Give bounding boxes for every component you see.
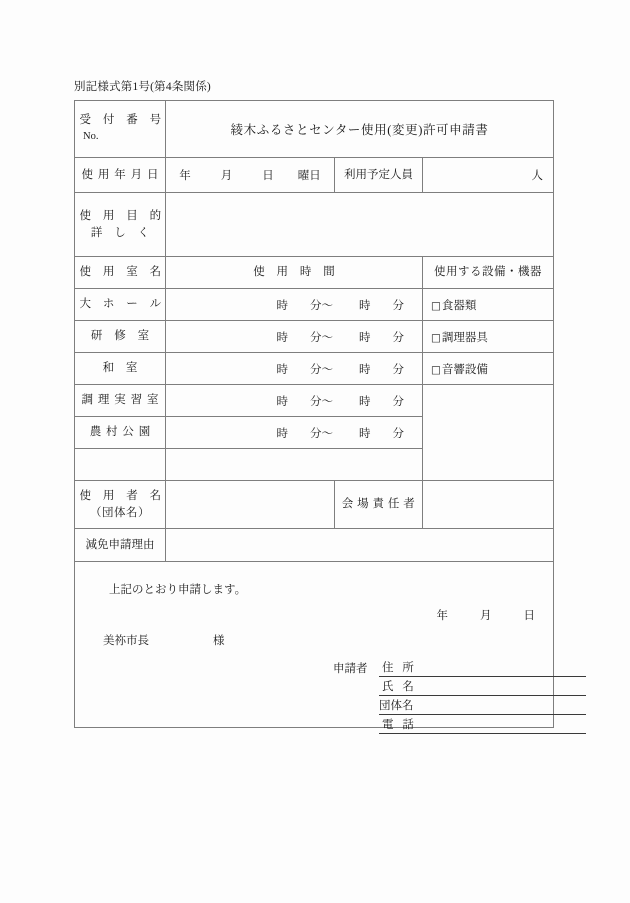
table-row-receipt bbox=[75, 101, 554, 158]
time-minute-start-0: 分〜 bbox=[310, 299, 333, 312]
time-template-4 bbox=[166, 425, 422, 441]
time-header: 使 用 時 間 bbox=[253, 266, 340, 279]
room-name-cell-3 bbox=[75, 385, 166, 417]
receipt-label-cell bbox=[75, 101, 166, 158]
room-time-cell-0[interactable] bbox=[166, 289, 423, 321]
room-time-cell-1[interactable] bbox=[166, 321, 423, 353]
reduction-label: 減免申請理由 bbox=[85, 538, 155, 551]
declaration-inner bbox=[75, 562, 553, 731]
applicant-address-label: 住 所 bbox=[382, 662, 417, 674]
equipment-cell-2[interactable] bbox=[423, 353, 554, 385]
table-row-room bbox=[75, 353, 554, 385]
equipment-cell-1[interactable] bbox=[423, 321, 554, 353]
year-glyph: 年 bbox=[179, 170, 191, 182]
applicant-address-row[interactable] bbox=[379, 658, 586, 677]
attendance-value-cell[interactable] bbox=[423, 158, 554, 193]
time-minute-end-2: 分 bbox=[392, 363, 404, 376]
equipment-cell-0[interactable] bbox=[423, 289, 554, 321]
room-name-cell-0 bbox=[75, 289, 166, 321]
month-glyph: 月 bbox=[220, 170, 233, 182]
applicant-name-label: 氏 名 bbox=[382, 681, 417, 693]
equipment-label-2: 音響設備 bbox=[441, 363, 488, 376]
attendance-label: 利用予定人員 bbox=[344, 168, 413, 181]
equipment-cell-blank[interactable] bbox=[423, 385, 554, 481]
table-row-declaration bbox=[75, 562, 554, 728]
venue-manager-label-cell bbox=[335, 481, 423, 529]
attendance-unit: 人 bbox=[531, 170, 543, 182]
table-row-reduction bbox=[75, 529, 554, 562]
room-name-header: 使 用 室 名 bbox=[79, 266, 166, 279]
time-hour-start-3: 時 bbox=[276, 395, 288, 408]
room-name-cell-5[interactable] bbox=[75, 449, 166, 481]
applicant-organization-row[interactable] bbox=[379, 696, 586, 715]
equipment-label-1: 調理器具 bbox=[441, 331, 488, 344]
use-date-label: 使 用 年 月 日 bbox=[81, 168, 160, 181]
time-minute-end-3: 分 bbox=[392, 395, 404, 408]
user-name-label-line2: （団体名） bbox=[90, 506, 150, 519]
time-minute-start-2: 分〜 bbox=[310, 363, 333, 376]
room-time-cell-2[interactable] bbox=[166, 353, 423, 385]
checkbox-empty-icon: □ bbox=[431, 331, 441, 344]
receipt-no-sublabel: No. bbox=[83, 130, 99, 142]
time-hour-start-4: 時 bbox=[276, 427, 288, 440]
time-minute-end-4: 分 bbox=[392, 427, 404, 440]
declaration-date[interactable] bbox=[437, 607, 536, 623]
table-row-use-date bbox=[75, 158, 554, 193]
applicant-phone-label: 電 話 bbox=[382, 719, 417, 731]
declaration-day: 日 bbox=[523, 610, 535, 622]
document-title-cell bbox=[166, 101, 554, 158]
room-name-1: 研 修 室 bbox=[90, 330, 154, 343]
time-template-0 bbox=[166, 297, 422, 313]
attendance-label-cell bbox=[335, 158, 423, 193]
day-glyph: 日 bbox=[262, 170, 274, 182]
applicant-fields bbox=[379, 658, 586, 734]
time-hour-end-1: 時 bbox=[359, 331, 371, 344]
room-name-cell-2 bbox=[75, 353, 166, 385]
applicant-organization-label: 団体名 bbox=[379, 700, 414, 712]
table-row-room bbox=[75, 289, 554, 321]
applicant-block bbox=[333, 658, 586, 734]
time-template-3 bbox=[166, 393, 422, 409]
applicant-phone-row[interactable] bbox=[379, 715, 586, 734]
equipment-header-cell bbox=[423, 257, 554, 289]
time-minute-start-1: 分〜 bbox=[310, 331, 333, 344]
equipment-checkbox-1[interactable] bbox=[423, 329, 553, 345]
equipment-checkbox-2[interactable] bbox=[423, 361, 553, 377]
time-hour-end-4: 時 bbox=[359, 427, 371, 440]
applicant-label: 申請者 bbox=[333, 663, 368, 675]
checkbox-empty-icon: □ bbox=[431, 299, 441, 312]
checkbox-empty-icon: □ bbox=[431, 363, 441, 376]
use-date-value-cell[interactable] bbox=[166, 158, 335, 193]
applicant-name-row[interactable] bbox=[379, 677, 586, 696]
declaration-addressee-line bbox=[103, 632, 225, 648]
time-hour-end-3: 時 bbox=[359, 395, 371, 408]
time-hour-start-2: 時 bbox=[276, 363, 288, 376]
addressee-name: 美祢市長 bbox=[103, 635, 149, 647]
use-date-label-cell bbox=[75, 158, 166, 193]
reduction-value-cell[interactable] bbox=[166, 529, 554, 562]
venue-manager-label: 会 場 責 任 者 bbox=[341, 498, 416, 511]
use-date-template bbox=[166, 167, 334, 183]
equipment-header: 使用する設備・機器 bbox=[434, 266, 542, 279]
room-name-4: 農 村 公 園 bbox=[89, 426, 152, 439]
time-minute-end-0: 分 bbox=[392, 299, 404, 312]
room-name-header-cell bbox=[75, 257, 166, 289]
table-row-purpose bbox=[75, 193, 554, 257]
time-minute-end-1: 分 bbox=[392, 331, 404, 344]
time-template-2 bbox=[166, 361, 422, 377]
room-name-0: 大 ホ ー ル bbox=[79, 298, 166, 311]
room-name-cell-4 bbox=[75, 417, 166, 449]
purpose-label-cell bbox=[75, 193, 166, 257]
table-row-room bbox=[75, 385, 554, 417]
time-template-1 bbox=[166, 329, 422, 345]
equipment-checkbox-0[interactable] bbox=[423, 297, 553, 313]
time-minute-start-3: 分〜 bbox=[310, 395, 333, 408]
application-form-table bbox=[74, 100, 554, 731]
room-time-cell-3[interactable] bbox=[166, 385, 423, 417]
declaration-year: 年 bbox=[436, 610, 448, 622]
room-time-cell-4[interactable] bbox=[166, 417, 423, 449]
purpose-value-cell[interactable] bbox=[166, 193, 554, 257]
page-title: 綾木ふるさとセンター使用(変更)許可申請書 bbox=[230, 123, 489, 137]
purpose-label-line2: 詳 し く bbox=[90, 226, 154, 239]
declaration-statement: 上記のとおり申請します。 bbox=[109, 584, 247, 596]
time-hour-end-2: 時 bbox=[359, 363, 371, 376]
venue-manager-value-cell[interactable] bbox=[423, 481, 554, 529]
declaration-month: 月 bbox=[480, 610, 492, 622]
user-name-label-line1: 使 用 者 名 bbox=[79, 489, 166, 502]
time-hour-start-0: 時 bbox=[276, 299, 288, 312]
reduction-label-cell bbox=[75, 529, 166, 562]
equipment-label-0: 食器類 bbox=[441, 299, 477, 312]
time-header-cell bbox=[166, 257, 423, 289]
room-name-3: 調 理 実 習 室 bbox=[81, 394, 160, 407]
receipt-label: 受 付 番 号 bbox=[79, 114, 166, 127]
user-name-value-cell[interactable] bbox=[166, 481, 335, 529]
form-number-heading: 別記様式第1号(第4条関係) bbox=[74, 81, 211, 93]
declaration-cell bbox=[75, 562, 554, 731]
table-row-user-name bbox=[75, 481, 554, 529]
time-hour-end-0: 時 bbox=[359, 299, 371, 312]
time-hour-start-1: 時 bbox=[276, 331, 288, 344]
user-name-label-cell bbox=[75, 481, 166, 529]
room-name-2: 和 室 bbox=[102, 362, 142, 375]
table-row-room bbox=[75, 321, 554, 353]
time-minute-start-4: 分〜 bbox=[310, 427, 333, 440]
addressee-honorific: 様 bbox=[213, 635, 225, 647]
purpose-label-line1: 使 用 目 的 bbox=[79, 209, 166, 222]
room-name-cell-1 bbox=[75, 321, 166, 353]
weekday-glyph: 曜日 bbox=[297, 170, 321, 182]
table-row-room-header bbox=[75, 257, 554, 289]
room-time-cell-5[interactable] bbox=[166, 449, 423, 481]
